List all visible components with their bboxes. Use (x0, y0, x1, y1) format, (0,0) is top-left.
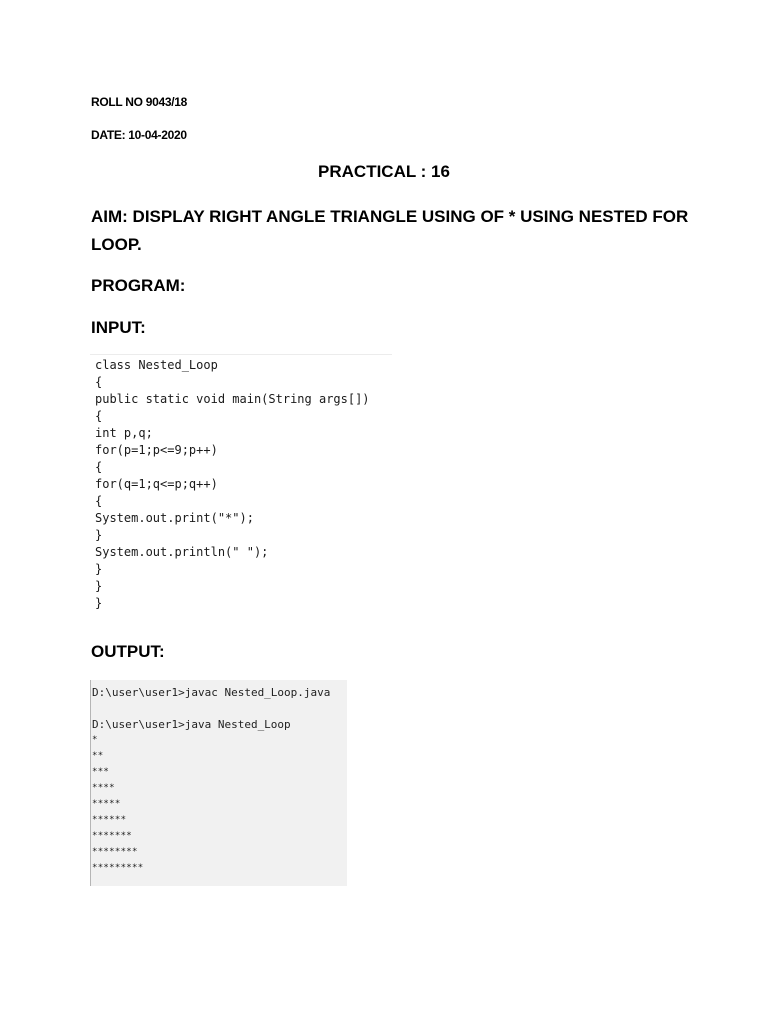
console-output-line: ******** (92, 847, 138, 857)
code-line: } (95, 562, 103, 576)
console-command-run: D:\user\user1>java Nested_Loop (92, 718, 291, 731)
console-output-line: ** (92, 751, 104, 761)
code-line: int p,q; (95, 426, 153, 440)
code-line: System.out.println(" "); (95, 545, 269, 559)
code-line: for(p=1;p<=9;p++) (95, 443, 218, 457)
program-heading: PROGRAM: (91, 276, 186, 295)
console-output-line: ***** (92, 799, 121, 809)
code-line: { (95, 460, 103, 474)
roll-number: ROLL NO 9043/18 (91, 95, 187, 109)
console-screenshot (90, 680, 347, 886)
console-command-compile: D:\user\user1>javac Nested_Loop.java (92, 686, 331, 699)
code-line: public static void main(String args[]) (95, 392, 370, 406)
console-output-line: ******* (92, 831, 133, 841)
console-output-line: **** (92, 783, 115, 793)
console-output-line: ****** (92, 815, 127, 825)
code-line: { (95, 375, 103, 389)
output-heading: OUTPUT: (91, 642, 165, 661)
input-heading: INPUT: (91, 318, 146, 337)
console-output-line: * (92, 735, 98, 745)
aim-statement: AIM: DISPLAY RIGHT ANGLE TRIANGLE USING OF * USING NESTED FOR LOOP. (91, 207, 689, 254)
code-line: class Nested_Loop (95, 358, 218, 372)
code-line: } (95, 528, 103, 542)
console-output-line: ********* (92, 863, 144, 873)
code-line: } (95, 579, 103, 593)
code-line: { (95, 409, 103, 423)
code-line: for(q=1;q<=p;q++) (95, 477, 218, 491)
date-line: DATE: 10-04-2020 (91, 128, 187, 142)
code-line: { (95, 494, 103, 508)
code-line: System.out.print("*"); (95, 511, 254, 525)
console-output-line: *** (92, 767, 110, 777)
code-line: } (95, 596, 103, 610)
practical-title: PRACTICAL : 16 (318, 162, 450, 181)
code-screenshot (90, 354, 392, 616)
